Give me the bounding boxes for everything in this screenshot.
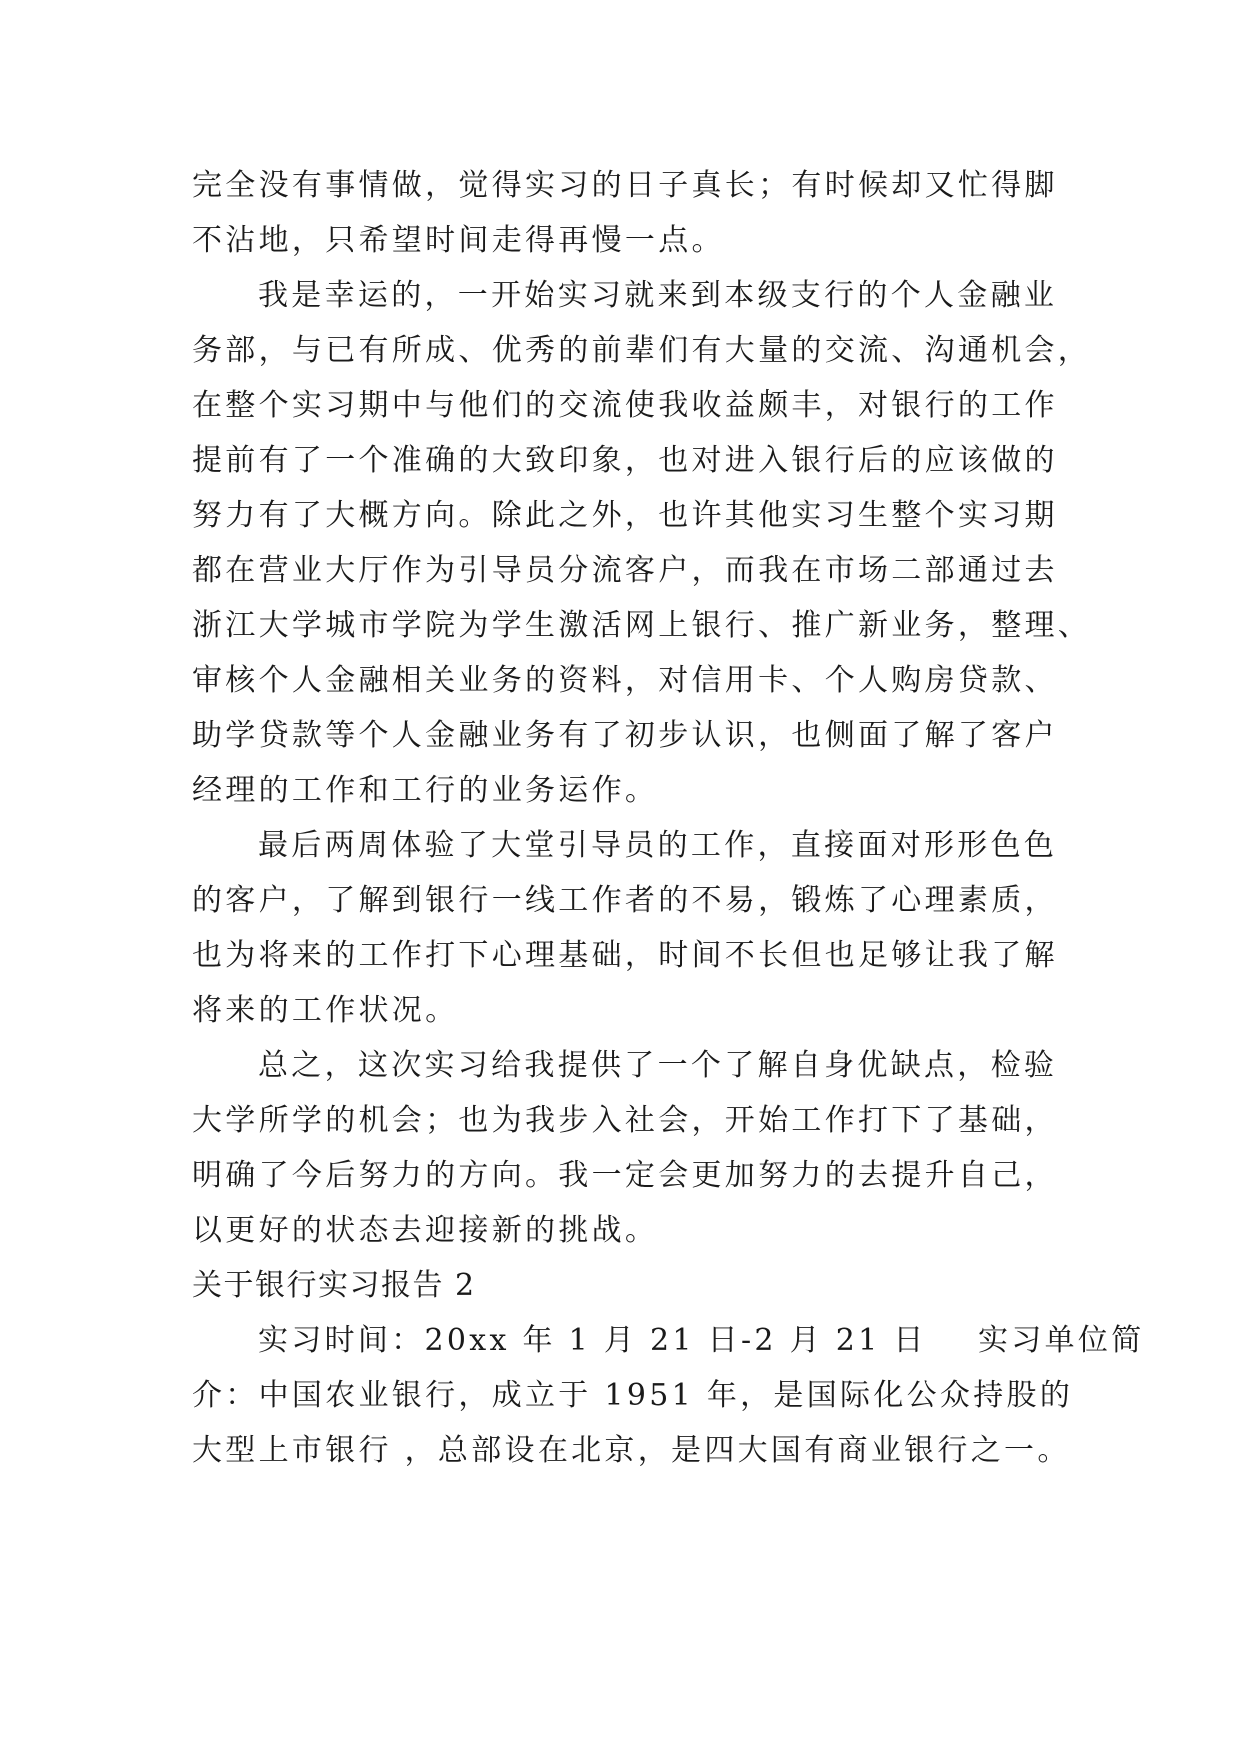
text-line: 完全没有事情做，觉得实习的日子真长；有时候却又忙得脚 bbox=[192, 168, 1058, 203]
text-line: 的客户，了解到银行一线工作者的不易，锻炼了心理素质， bbox=[192, 883, 1058, 918]
paragraph-continuation bbox=[192, 158, 1092, 268]
text-line: 提前有了一个准确的大致印象，也对进入银行后的应该做的 bbox=[192, 443, 1058, 478]
text-line: 以更好的状态去迎接新的挑战。 bbox=[192, 1213, 659, 1248]
text-line: 不沾地，只希望时间走得再慢一点。 bbox=[192, 223, 725, 258]
text-line: 浙江大学城市学院为学生激活网上银行、推广新业务，整理、 bbox=[192, 608, 1092, 643]
text-line: 审核个人金融相关业务的资料，对信用卡、个人购房贷款、 bbox=[192, 663, 1058, 698]
text-line: 努力有了大概方向。除此之外，也许其他实习生整个实习期 bbox=[192, 498, 1058, 533]
text-line: 大型上市银行 ，总部设在北京，是四大国有商业银行之一。 bbox=[192, 1433, 1071, 1468]
text-line: 介：中国农业银行，成立于 1951 年，是国际化公众持股的 bbox=[192, 1378, 1074, 1413]
text-line: 总之，这次实习给我提供了一个了解自身优缺点，检验 bbox=[258, 1048, 1058, 1083]
text-line: 实习时间：20xx 年 1 月 21 日-2 月 21 日 实习单位简 bbox=[258, 1323, 1145, 1358]
paragraph-internship-info bbox=[192, 1313, 1145, 1478]
text-line: 将来的工作状况。 bbox=[192, 993, 459, 1028]
text-line: 经理的工作和工行的业务运作。 bbox=[192, 773, 659, 808]
section-heading: 关于银行实习报告 2 bbox=[192, 1268, 476, 1303]
text-line: 明确了今后努力的方向。我一定会更加努力的去提升自己， bbox=[192, 1158, 1058, 1193]
text-line: 也为将来的工作打下心理基础，时间不长但也足够让我了解 bbox=[192, 938, 1058, 973]
text-line: 在整个实习期中与他们的交流使我收益颇丰，对银行的工作 bbox=[192, 388, 1058, 423]
text-line: 大学所学的机会；也为我步入社会，开始工作打下了基础， bbox=[192, 1103, 1058, 1138]
paragraph-personal-finance bbox=[192, 268, 1092, 818]
text-line: 助学贷款等个人金融业务有了初步认识，也侧面了解了客户 bbox=[192, 718, 1058, 753]
text-line: 最后两周体验了大堂引导员的工作，直接面对形形色色 bbox=[258, 828, 1058, 863]
paragraph-lobby-guide bbox=[192, 818, 1092, 1038]
document-body bbox=[192, 158, 1145, 1478]
paragraph-summary bbox=[192, 1038, 1092, 1258]
text-line: 务部，与已有所成、优秀的前辈们有大量的交流、沟通机会， bbox=[192, 333, 1092, 368]
text-line: 都在营业大厅作为引导员分流客户，而我在市场二部通过去 bbox=[192, 553, 1058, 588]
text-line: 我是幸运的，一开始实习就来到本级支行的个人金融业 bbox=[258, 278, 1058, 313]
